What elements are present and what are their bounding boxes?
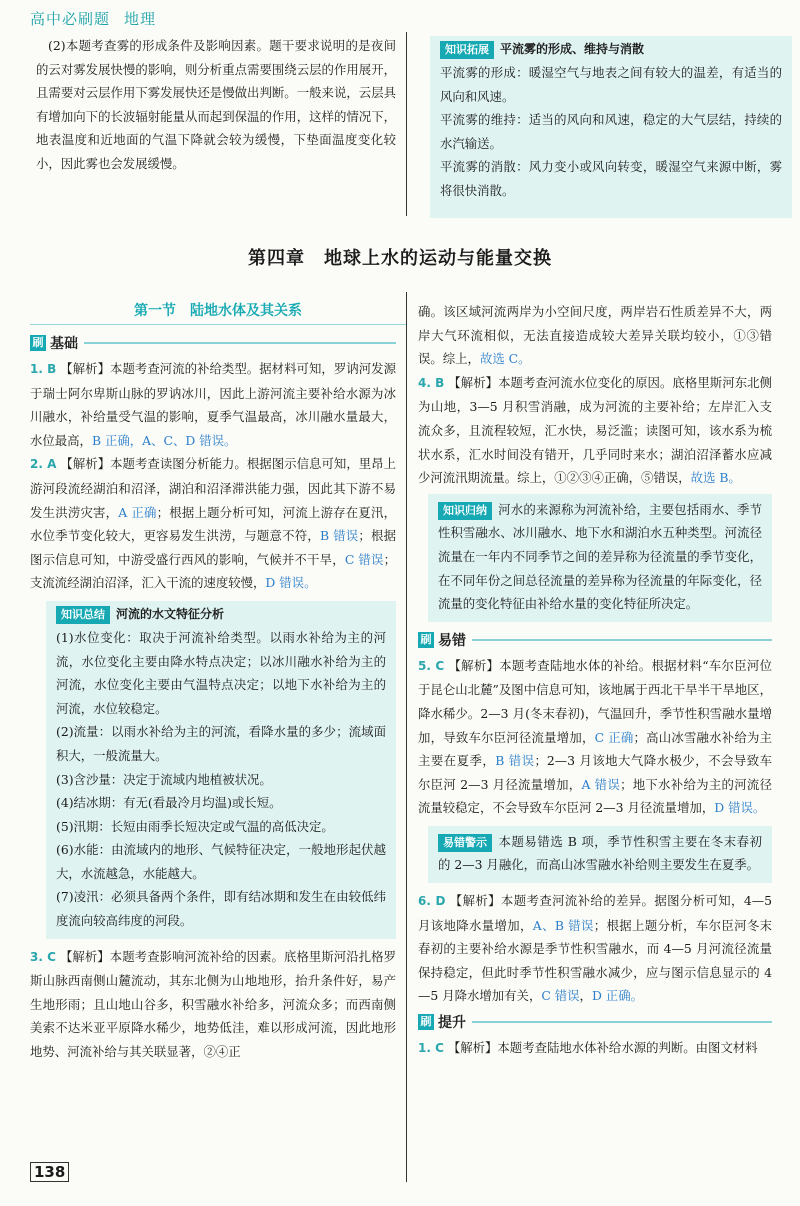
box-paragraph: 平流雾的形成：暖湿空气与地表之间有较大的温差，有适当的风向和风速。 [440,65,782,104]
answer-text: 【解析】本题考查读图分析能力。根据图示信息可知，里昂上游河段流经湖泊和沼泽，湖泊和沼泽滞洪能力强，因此其下游不易发生洪涝灾害， [30,456,396,520]
answer-text: (2)本题考查雾的形成条件及影响因素。题干要求说明的是夜间的云对雾发展快慢的影响，则分析重点需要围绕云层的作用展开，且需要对云层作用下雾发展快还是慢做出判断。一般来说，云层具有增加向下的长波辐射能量从而起到保温的作用，这样的情况下，地表温度和近地面的气温下降就会较为缓慢，下垫面温度变化较小，因此雾也会发展缓慢。 [36,38,396,171]
answer-verdict: A 正确 [118,504,157,520]
box-body: 河水的来源称为河流补给，主要包括雨水、季节性积雪融水、冰川融水、地下水和湖泊水五种类型。河流径流量在一年内不同季节之间的差异称为径流量的季节变化，在不同年份之间总径流量的差异称为径流量的年际变化，径流量的变化特征由补给水量的变化特征所决定。 [438,501,762,612]
question-number: 5. C [418,658,445,673]
question-1-answer [30,357,396,452]
brush-icon: 刷 [418,632,434,648]
page-header [30,8,156,29]
box-item: (3)含沙量：决定于流域内地植被状况。 [56,771,272,787]
page-number: 138 [30,1162,69,1182]
answer-text: ；地下水补给为主的河流径流量较稳定，不会导致车尔臣河 2—3 月径流量增加， [418,776,773,816]
answer-text: ；根据上题分析，车尔臣河冬末春初的主要补给水源是季节性积雪融水，而 4—5 月河流径流量保持稳定，但此时季节性积雪融水减少，应与图示信息显示的 4—5 月降水增加有关， [418,917,773,1004]
answer-text: ；根据图示信息可知，中游受盛行西风的影响，气候并不干旱， [30,528,397,567]
answer-text: 【解析】本题考查河流补给的差异。据图分析可知，4—5 月该地降水量增加， [418,893,772,933]
answer-text: 【解析】本题考查河流的补给类型。据材料可知，罗讷河发源于瑞士阿尔卑斯山脉的罗讷冰川，因此上游河流主要补给水源为冰川融水，补给量受气温的影响，夏季气温最高，冰川融水量最大，水位最高， [30,361,396,448]
answer-verdict: B 正确，A、C、D 错误。 [91,432,237,448]
box-tag: 知识拓展 [440,41,494,59]
question-number: 1. B [30,362,57,376]
question-2-answer [30,452,396,595]
answer-text: 【解析】本题考查陆地水体补给水源的判断。由图文材料 [447,1040,758,1056]
question-3-answer [30,945,396,1064]
box-paragraph: 平流雾的维持：适当的风向和风速，稳定的大气层结，持续的水汽输送。 [440,112,782,151]
section-title: 第一节 陆地水体及其关系 [134,303,302,319]
answer-verdict: 故选 B。 [690,470,741,486]
answer-text: 【解析】本题考查影响河流补给的因素。底格里斯河沿扎格罗斯山脉西南侧山麓流动，其东北侧为山地地形，抬升条件好，易产生地形雨；且山地山谷多，积雪融水补给多，河流众多；而西南侧美索不达米亚平原降水稀少，地势低洼，难以形成河流，因此地形地势、河流补给与其关联显著，②④正 [30,948,396,1060]
answer-verdict: D 错误。 [714,800,766,816]
answer-verdict: A、B 错误 [532,917,594,933]
answer-verdict: C 错误 [541,988,580,1004]
answer-text: 【解析】本题考查陆地水体的补给。根据材料“车尔臣河位于昆仑山北麓”及图中信息可知，该地属于西北干旱半干旱地区，降水稀少。2—3 月(冬末春初)，气温回升，季节性积雪融水量增加，导致车尔臣河径流量增加， [418,657,772,745]
answer-verdict: C 正确 [594,729,634,745]
question-1-improve-answer [418,1036,772,1061]
column-divider [406,292,407,1182]
answer-text: ；2—3 月该地大气降水极少，不会导致车尔臣河 2—3 月径流量增加， [418,753,772,792]
section-basic [30,333,396,353]
box-item: (1)水位变化：取决于河流补给类型。以雨水补给为主的河流，水位变化主要由降水特点决定；以冰川融水补给为主的河流，水位变化主要由气温特点决定；以地下水补给为主的河流，水位较稳定。 [56,629,386,716]
box-item: (2)流量：以雨水补给为主的河流，看降水量的多少；流域面积大，一般流量大。 [56,724,386,763]
question-number: 4. B [418,375,445,390]
question-5-answer [418,654,772,820]
subject-label: 地理 [124,10,157,28]
box-tag: 易错警示 [438,834,492,852]
box-tag: 知识归纳 [438,502,492,520]
box-title: 河流的水文特征分析 [116,606,225,621]
answer-text: ；根据上题分析可知，河流上游存在夏汛，水位季节变化较大，更容易发生洪涝，与题意不符， [30,504,397,544]
answer-text: ；支流流经湖泊沼泽，汇入干流的速度较慢， [30,551,397,591]
question-3-continued [418,300,772,371]
box-paragraph: 平流雾的消散：风力变小或风向转变，暖湿空气来源中断，雾将很快消散。 [440,159,782,198]
box-item: (4)结冰期：有无(看最冷月均温)或长短。 [56,795,282,811]
knowledge-summary-box [46,601,396,939]
section-improve [418,1012,772,1032]
box-item: (5)汛期：长短由雨季长短决定或气温的高低决定。 [56,818,334,834]
answer-verdict: C 错误 [344,551,384,567]
answer-verdict: 故选 C。 [479,351,531,367]
answer-verdict: B 错误 [319,528,359,544]
question-number: 3. C [30,949,56,964]
answer-verdict: D 正确。 [591,988,643,1004]
chapter-title: 第四章 地球上水的运动与能量交换 [248,248,552,269]
section-label: 提升 [438,1015,466,1032]
answer-verdict: D 错误。 [265,575,317,591]
column-divider [406,32,407,216]
right-column [418,300,772,1061]
answer-verdict: B 错误 [495,753,535,769]
top-left-answer [36,34,396,176]
box-body: 本题易错选 B 项，季节性积雪主要在冬末春初的 2—3 月融化，而高山冰雪融水补给则主要发生在夏季。 [438,833,762,873]
error-warning-box [428,826,772,883]
knowledge-extension-box [430,36,792,218]
answer-text: 【解析】本题考查河流水位变化的原因。底格里斯河东北侧为山地，3—5 月积雪消融，成为河流的主要补给；左岸汇入支流众多，且流程较短，汇水快，易泛滥；读图可知，该水系为梳状水系，汇水时间没有错开，几乎同时来水；湖泊沼泽蓄水应减少河流汛期流量。综上，①②③④正确，⑤错误， [418,374,772,486]
box-item: (6)水能：由流域内的地形、气候特征决定，一般地形起伏越大，水流越急，水能越大。 [56,842,386,881]
brush-icon: 刷 [30,335,46,351]
box-tag: 知识总结 [56,606,110,624]
section-label: 基础 [50,336,78,352]
question-number: 6. D [418,894,446,909]
left-column [30,333,396,1064]
box-item: (7)凌汛：必须具备两个条件，即有结冰期和发生在由较低纬度流向较高纬度的河段。 [56,889,386,929]
book-title: 高中必刷题 [30,10,111,28]
section-label: 易错 [438,632,466,649]
answer-verdict: A 错误 [581,776,621,792]
section-title-underline [30,324,406,325]
question-4-answer [418,371,772,490]
knowledge-induction-box [428,494,772,622]
answer-text: 确。该区域河流两岸为小空间尺度，两岸岩石性质差异不大，两岸大气环流相似，无法直接造成较大差异关联均较小，①③错误。综上， [418,304,772,367]
section-error [418,630,772,650]
question-number: 1. C [418,1041,444,1056]
box-title: 平流雾的形成、维持与消散 [500,42,645,56]
question-6-answer: 6. D 【解析】本题考查河流补给的差异。据图分析可知，4—5 月该地降水量增加，A、B 错误；根据上题分析，车尔臣河冬末春初的主要补给水源是季节性积雪融水，而 4—5 月河流径流量保持稳定，但此时季节性积雪融水减少，应与图示信息显示的 4—5 月降水增加有关，C 错误，D 正确。 [418,893,773,1004]
brush-icon: 刷 [418,1014,434,1030]
answer-text: ；高山冰雪融水补给为主主要在夏季， [418,729,773,769]
question-number: 2. A [30,457,57,472]
